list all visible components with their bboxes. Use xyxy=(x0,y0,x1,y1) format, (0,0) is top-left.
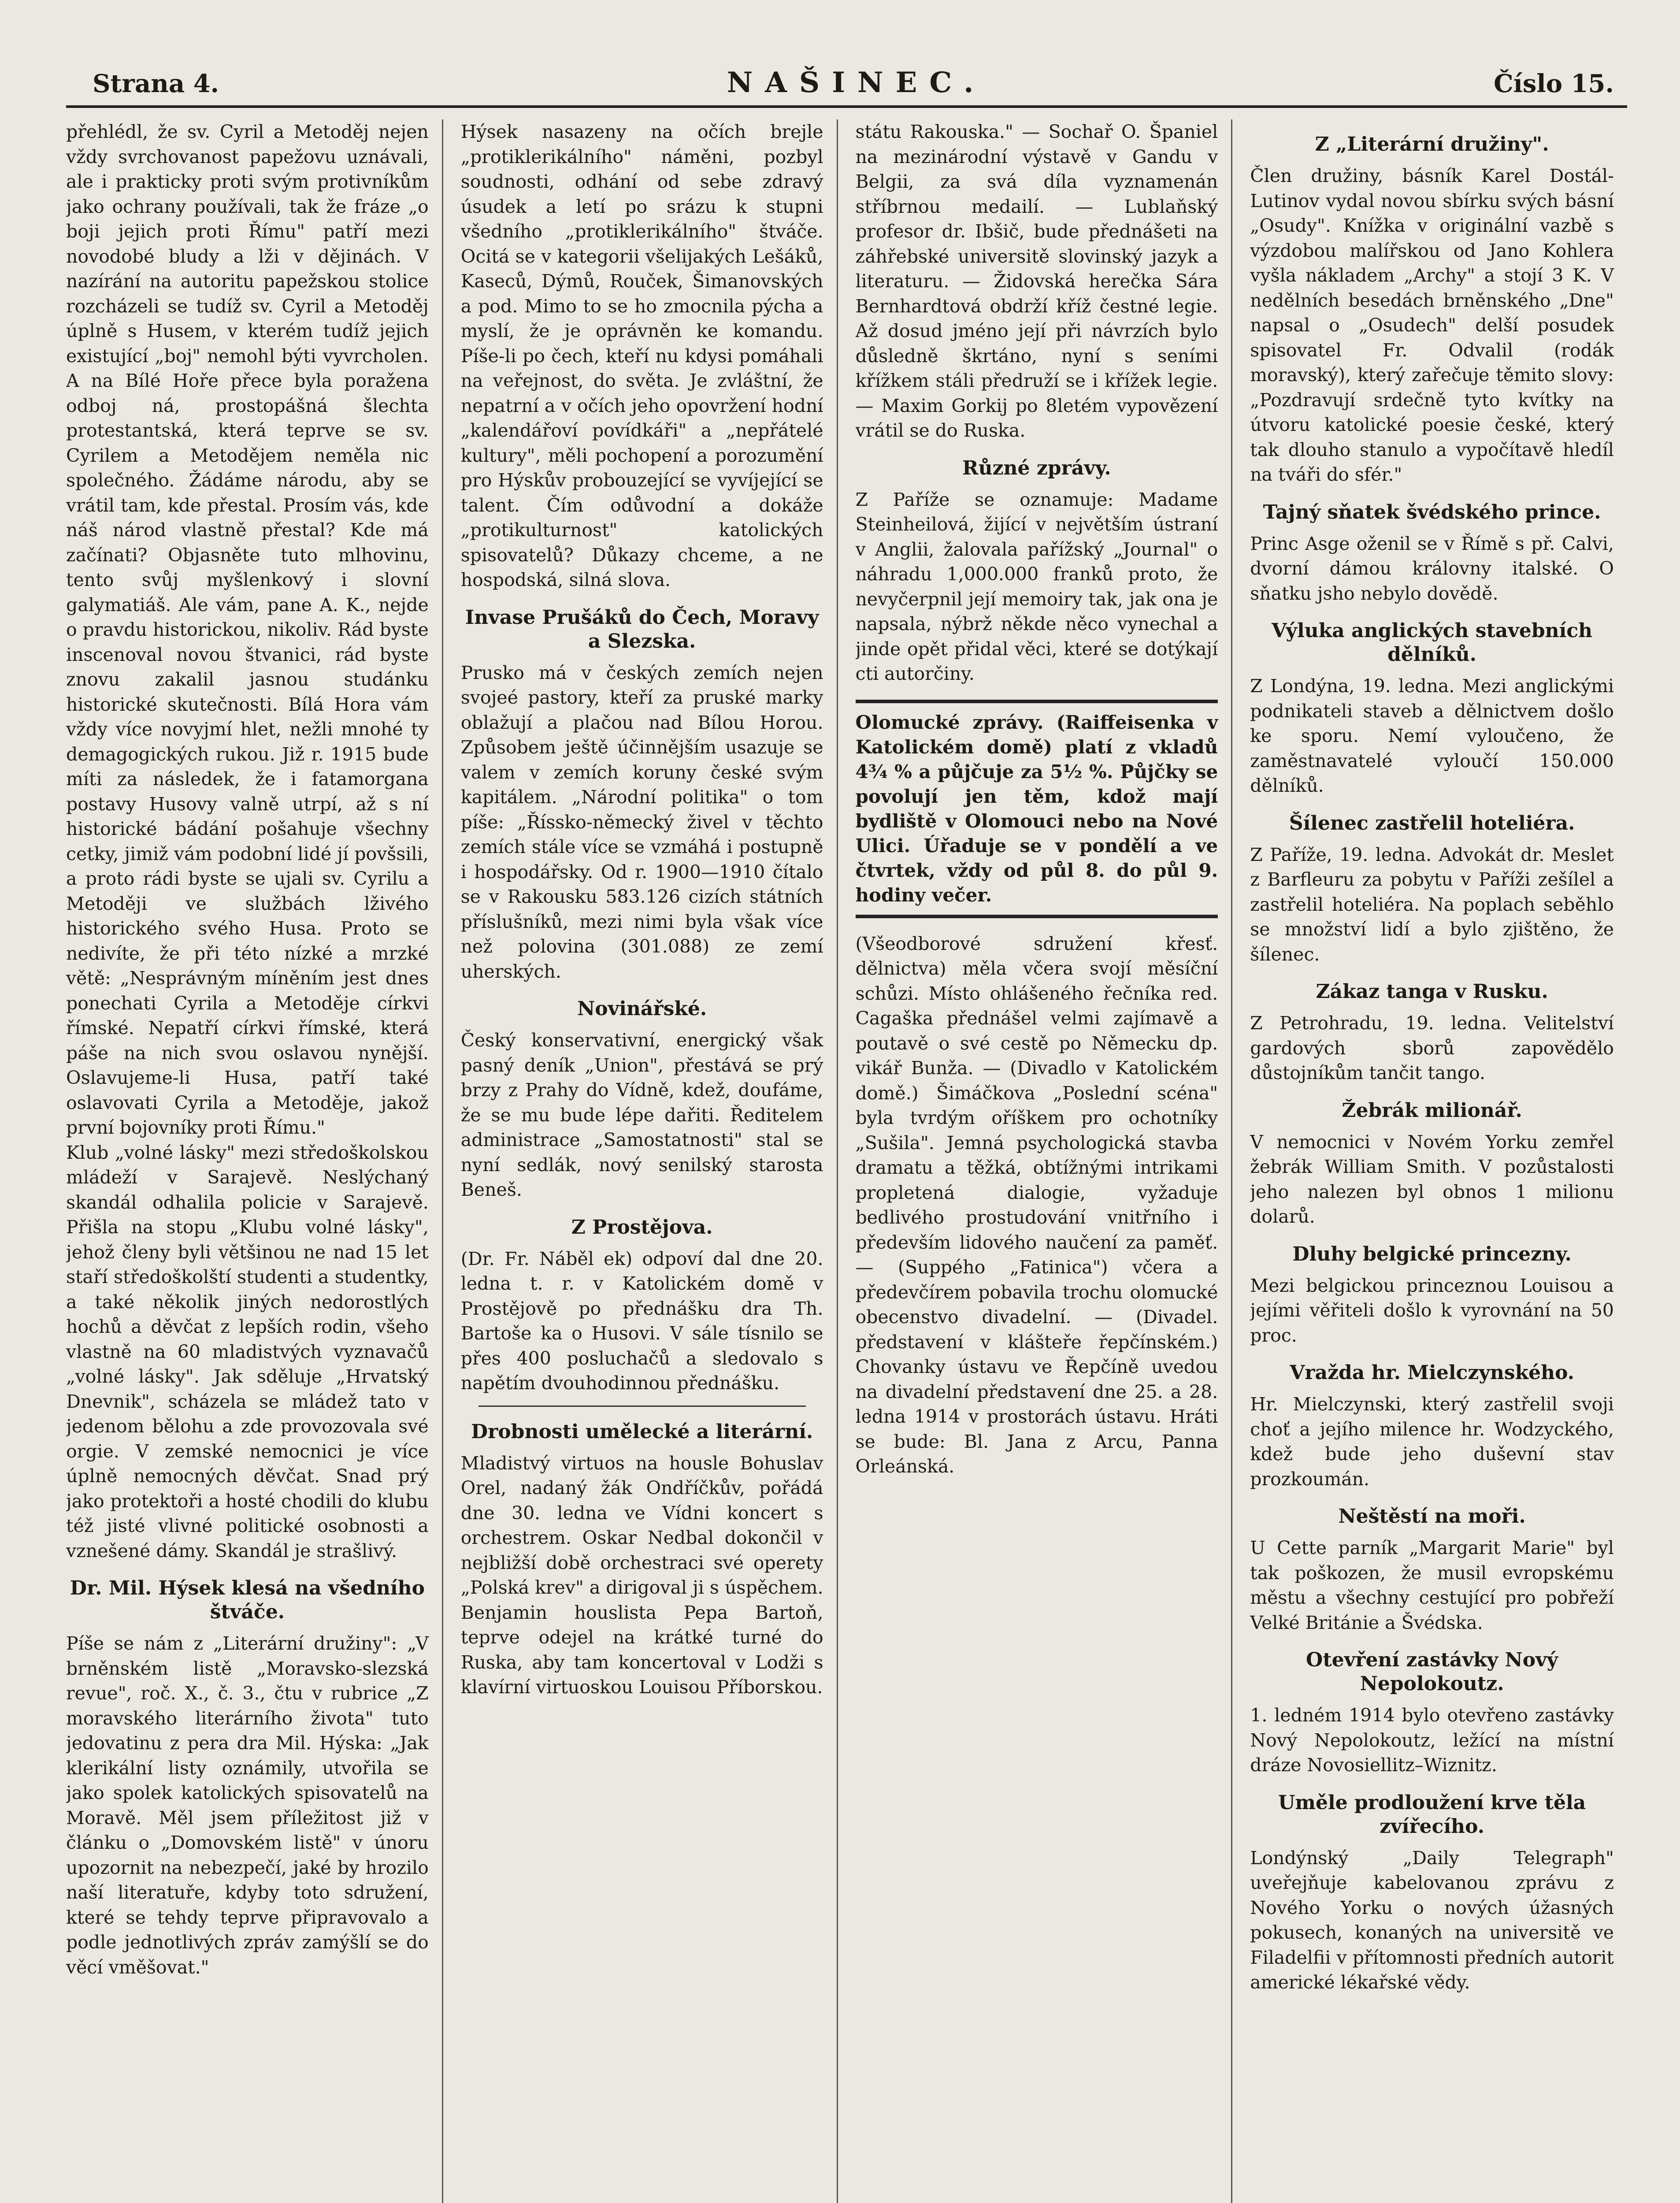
article-heading: Dluhy belgické princezny. xyxy=(1292,1242,1572,1265)
article-heading: Zákaz tanga v Rusku. xyxy=(1316,980,1548,1003)
article-text: Píše se nám z „Literární družiny": „V brněnském listě „Moravsko-slezská revue", roč. X., č. 3., čtu v rubrice „Z moravského literárního života" tuto jedovatinu z pera dra Mil. Hýska: „Jak klerikální listy oznámily, utvořila se jako spolek katolických spisovatelů na Moravě. Měl jsem příležitost již v článku o „Domovském listě" v únoru upozornit na nebezpečí, jaké by hrozilo naší literatuře, kdyby toto sdružení, které se tehdy teprve připravovalo a podle jednotlivých zpráv zamýšlí se do věcí vměšovat." xyxy=(66,1633,429,1978)
issue-number: Číslo 15. xyxy=(1494,69,1614,98)
olomouc-notice-box: Olomucké zprávy. (Raiffeisenka v Katolickém domě) platí z vkladů 4¾ % a půjčuje za 5½ %. Půjčky se povolují jen těm, kdož mají bydliště v Olomouci nebo na Nové Ulici. Úřaduje se v pondělí a ve čtvrtek, vždy od půl 8. do půl 9. hodiny večer. xyxy=(856,700,1218,918)
article-text: státu Rakouska." — Sochař O. Španiel na mezinárodní výstavě v Gandu v Belgii, za svá díla vyznamenán stříbrnou medailí. — Lublaňský profesor dr. Ibšič, bude přednášeti na záhřebské universitě slovinský jazyk a literaturu. — Židovská herečka Sára Bernhardtová obdrží kříž čestné legie. Až dosud jméno její při návrzích bylo důsledně škrtáno, nyní s seními křížkem stáli předruží se i křížek legie. — Maxim Gorkij po 8letém vypovězení vrátil se do Ruska. xyxy=(855,121,1218,441)
column-1 xyxy=(66,119,443,2203)
article-heading: Otevření zastávky Nový Nepolokoutz. xyxy=(1306,1649,1558,1695)
article-heading: Tajný sňatek švédského prince. xyxy=(1263,501,1601,523)
article-text: (Dr. Fr. Náběl ek) odpoví dal dne 20. ledna t. r. v Katolickém domě v Prostějově po přednášku dra Th. Bartoše ka o Husovi. V sále tísnilo se přes 400 posluchačů a sledovalo s napětím dvouhodinnou přednášku. xyxy=(460,1248,823,1394)
article-heading: Neštěstí na moři. xyxy=(1338,1505,1526,1528)
page-number: Strana 4. xyxy=(93,69,219,98)
article-heading: Různé zprávy. xyxy=(962,456,1111,479)
section-divider xyxy=(478,1406,806,1407)
article-heading: Šílenec zastřelil hoteliéra. xyxy=(1289,812,1575,834)
article-text: Klub „volné lásky" mezi středoškolskou mládeží v Sarajevě. Neslýchaný skandál odhalila policie v Sarajevě. Přišla na stopu „Klubu volné lásky", jehož členy byli většinou ne nad 15 let staří středoškolští studenti a studentky, a také několik jiných nedorostlých hochů a děvčat z lepších rodin, všeho vlastně na 60 mladistvých vyznavačů „volné lásky". Jak sděluje „Hrvatský Dnevnik", scházela se mládež tato v jedenom bělohu a zde provozovala své orgie. V zemské nemocnici je více úplně nemocných děvčat. Snad prý jako protektoři a hosté chodili do klubu též jisté vlivné politické osobnosti a vznešené dámy. Skandál je strašlivý. xyxy=(66,1142,429,1561)
article-text: 1. ledném 1914 bylo otevřeno zastávky Nový Nepolokoutz, ležící na místní dráze Novosiellitz–Wiznitz. xyxy=(1250,1705,1614,1776)
article-heading: Výluka anglických stavebních dělníků. xyxy=(1272,619,1593,666)
article-heading: Žebrák milionář. xyxy=(1342,1099,1522,1122)
article-text: Z Paříže, 19. ledna. Advokát dr. Meslet z Barfleuru za pobytu v Paříži zešílel a zastřelil hoteliéra. Na poplach seběhlo se množství lidí a bylo zjištěno, že šílenec. xyxy=(1250,844,1614,965)
article-heading: Uměle prodloužení krve těla zvířecího. xyxy=(1278,1791,1586,1838)
article-text: přehlédl, že sv. Cyril a Metoděj nejen vždy svrchovanost papežovu uznávali, ale i prakticky proti svým protivníkům jako ochrany používali, tak že fráze „o boji jejich proti Římu" patří mezi novodobé bludy a lži v dějinách. V nazírání na autoritu papežskou stolice rozcházeli se tudíž sv. Cyril a Metoděj úplně s Husem, v kterém tudíž jejich existující „boj" nemohl býti vyvrcholen. A na Bílé Hoře přece byla poražena odboj ná, prostopášná šlechta protestantská, která teprve se sv. Cyrilem a Metodějem neměla nic společného. Žádáme národu, aby se vrátil tam, kde přestal. Prosím vás, kde náš národ vlastně přestal? Kde má začínati? Objasněte tuto mlhovinu, tento svůj myšlenkový i slovní galymatiáš. Ale vám, pane A. K., nejde o pravdu historickou, nikoliv. Rád byste inscenoval novou štvanici, rád byste znovu zakalil jasnou studánku historické skutečnosti. Bílá Hora vám vždy více novyjmí hlet, nežli mnohé ty demagogických rukou. Již r. 1915 bude míti za následek, že i fatamorgana postavy Husovy valně utrpí, až s ní historické bádání pošahuje všechny cetky, jimiž vám podobní lidé jí povšsili, a proto rádi byste se ujali sv. Cyrilu a Metoději ve službách lživého historického svého Husa. Proto se nedivíte, že při této nízké a mrzké větě: „Nesprávným míněním jest dnes ponechati Cyrila a Metoděje církvi římské. Nepatří církvi římské, která páše na nich svou oslavou nynější. Oslavujeme-li Husa, patří také oslavovati Cyrila a Metoděje, jakož první bojovníky proti Římu." xyxy=(66,121,429,1138)
article-text: Hr. Mielczynski, který zastřelil svoji choť a jejího milence hr. Wodzyckého, kdež bude jeho duševní stav prozkoumán. xyxy=(1250,1394,1614,1490)
article-text: Mladistvý virtuos na housle Bohuslav Orel, nadaný žák Ondříčkův, pořádá dne 30. ledna ve Vídni koncert s orchestrem. Oskar Nedbal dokončil v nejbližší době orchestraci své operety „Polská krev" a dirigoval ji s úspěchem. Benjamin houslista Pepa Bartoň, teprve odejel na krátké turné do Ruska, aby tam koncertoval v Lodži s klavírní virtuoskou Louisou Příborskou. xyxy=(460,1452,823,1698)
article-heading: Invase Prušáků do Čech, Moravy a Slezska. xyxy=(465,606,819,653)
column-2 xyxy=(461,119,838,2203)
article-text: Hýsek nasazeny na očích brejle „protiklerikálního" náměni, pozbyl soudnosti, odhání od sebe zdravý úsudek a letí po srázu k stupni všedního „protiklerikálního" štváče. Ocitá se v kategorii všelijakých Lešáků, Kaseců, Dýmů, Rouček, Šimanovských a pod. Mimo to se ho zmocnila pýcha a myslí, že je oprávněn ke komandu. Píše-li po čech, kteří nu kdysi pomáhali na veřejnost, do světa. Je zvláštní, že nepatrní a v očích jeho opovržení hodní „kalendářoví povídkáři" a „nepřátelé kultury", měli pochopení a porozumění pro Hýskův probouzející se vyvíjející se talent. Čím odůvodní a dokáže „protikulturnost" katolických spisovatelů? Důkazy chceme, a ne hospodská, silná slova. xyxy=(460,121,823,590)
article-text: Princ Asge oženil se v Římě s př. Calvi, dvorní dámou královny italské. O sňatku jsho nebylo dovědě. xyxy=(1250,533,1614,604)
article-text: (Všeodborové sdružení křesť. dělnictva) měla včera svojí měsíční schůzi. Místo ohlášeného řečníka red. Cagaška přednášel velmi zajímavě a poutavě o své cestě po Německu dp. vikář Bunža. — (Divadlo v Katolickém domě.) Šimáčkova „Poslední scéna" byla tvrdým oříškem pro ochotníky „Sušila". Jemná psychologická stavba dramatu a těžká, obtížnými intrikami propletená dialogie, vyžaduje bedlivého prostudování vnitřního i především lidového naučení za paměť. — (Suppého „Fatinica") včera a předevčírem pobavila trochu olomucké obecenstvo divadelní. — (Divadel. představení v klášteře řepčínském.) Chovanky ústavu ve Řepčíně uvedou na divadelní představení dne 25. a 28. ledna 1914 v prostorách ústavu. Hráti se bude: Bl. Jana z Arcu, Panna Orleánská. xyxy=(855,933,1218,1477)
article-heading: Drobnosti umělecké a literární. xyxy=(471,1420,813,1443)
article-text: Člen družiny, básník Karel Dostál-Lutinov vydal novou sbírku svých básní „Osudy". Knížka v originální vazbě s výzdobou malířskou od Jano Kohlera vyšla nákladem „Archy" a stojí 3 K. V nedělních besedách brněnského „Dne" napsal o „Osudech" delší posudek spisovatel Fr. Odvalil (rodák moravský), který zařečuje těmito slovy: „Pozdravují srdečně tyto kvítky na útvoru katolické poesie české, který tak dlouho stanulo a vypočítavě hledíl na tváři do sfér." xyxy=(1250,165,1614,485)
column-3 xyxy=(856,119,1233,2203)
newspaper-title: NAŠINEC. xyxy=(727,66,986,99)
article-text: Londýnský „Daily Telegraph" uveřejňuje kabelovanou zprávu z Nového Yorku o nových úžasných pokusech, konaných na universitě ve Filadelfii v přítomnosti předních autorit americké lékařské vědy. xyxy=(1250,1847,1614,1993)
article-text: Český konservativní, energický však pasný deník „Union", přestává se prý brzy z Prahy do Vídně, kdež, doufáme, že se mu bude lépe dařiti. Ředitelem administrace „Samostatnosti" stal se nyní sedlák, nový senilský starosta Beneš. xyxy=(460,1030,823,1200)
page-header xyxy=(66,66,1627,108)
article-text: Mezi belgickou princeznou Louisou a jejími věřiteli došlo k vyrovnání na 50 proc. xyxy=(1250,1275,1614,1346)
article-text: V nemocnici v Novém Yorku zemřel žebrák William Smith. V pozůstalosti jeho nalezen byl obnos 1 milionu dolarů. xyxy=(1250,1131,1614,1227)
article-heading: Dr. Mil. Hýsek klesá na všedního štváče. xyxy=(70,1577,425,1623)
article-heading: Novinářské. xyxy=(577,998,707,1020)
article-text: Z Paříže se oznamuje: Madame Steinheilová, žijící v největším ústraní v Anglii, žalovala pařížský „Journal" o náhradu 1,000.000 franků proto, že nevyčerpnil její memoiry tak, jak ona je napsala, nýbrž někde něco vynechal a jinde opět přidal věci, které se dotýkají cti autorčiny. xyxy=(855,489,1218,684)
article-text: Z Petrohradu, 19. ledna. Velitelství gardových sborů zapovědělo důstojníkům tančit tango. xyxy=(1250,1012,1614,1083)
article-heading: Vražda hr. Mielczynského. xyxy=(1290,1361,1575,1384)
article-columns xyxy=(66,119,1627,2203)
article-heading: Z „Literární družiny". xyxy=(1315,133,1549,156)
article-text: U Cette parník „Margarit Marie" byl tak poškozen, že musil evropskému městu a všechny cestující pro pobřeží Velké Británie a Švédska. xyxy=(1250,1537,1614,1633)
article-text: Prusko má v českých zemích nejen svojeé pastory, kteří za pruské marky oblažují a plačou nad Bílou Horou. Způsobem ještě účinnějším usazuje se valem v zemích koruny české svým kapitálem. „Národní politika" o tom píše: „Říssko-německý živel v těchto zemích stále více se vzmáhá i postupně i hospodářsky. Od r. 1900—1910 čítalo se v Rakousku 583.126 cizích státních příslušníků, mezi nimi byla však více než polovina (301.088) ze zemí uherských. xyxy=(460,662,823,982)
article-heading: Z Prostějova. xyxy=(571,1216,713,1239)
column-4 xyxy=(1250,119,1627,2203)
article-text: Z Londýna, 19. ledna. Mezi anglickými podnikateli staveb a dělnictvem došlo ke sporu. Nemí vyloučeno, že zaměstnavatelé vyloučí 150.000 dělníků. xyxy=(1250,675,1614,796)
